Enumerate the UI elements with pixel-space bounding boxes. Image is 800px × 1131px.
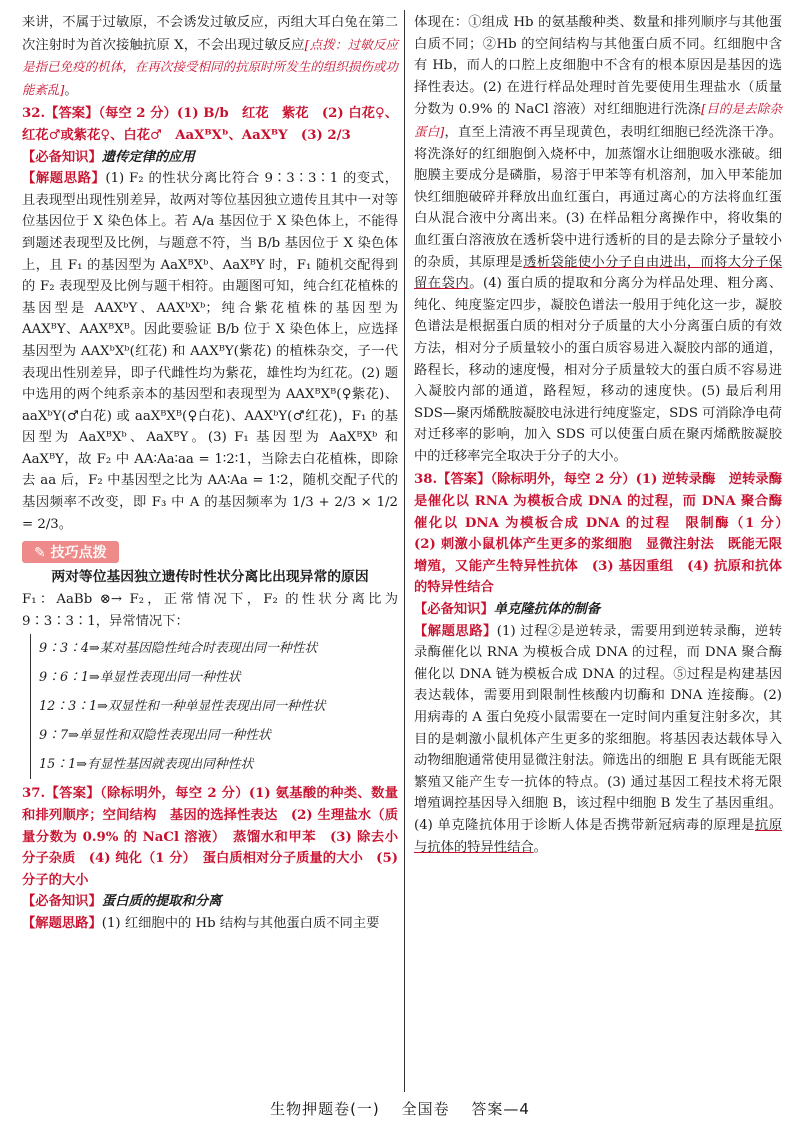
q38-knowledge-text: 单克隆抗体的制备 [493, 602, 601, 618]
q37-answer-text: （除标明外，每空 2 分）(1) 氨基酸的种类、数量和排列顺序；空间结构 基因的选择性表达 (2) 生理盐水（质量分数为 0.9% 的 NaCl 溶液） 蒸馏水和甲苯 (3) 除去小分子杂质 (4) 纯化（1 分） 蛋白质相对分子质量的大小 (5) 分子的大小 [22, 786, 398, 888]
q37-idea-label: 【解题思路】 [22, 916, 102, 931]
q38-idea-end: 。 [533, 839, 547, 855]
intro-note: [点拨：过敏反应是指已免疫的机体，在再次接受相同的抗原时所发生的组织损伤或功能紊乱] [22, 36, 398, 97]
q37-idea-underline: 透析袋能使小分子自由进出，而将大分子保留在袋内 [414, 254, 783, 292]
page-footer [0, 1098, 800, 1119]
tips-icon: ✎ [34, 545, 51, 562]
q38-idea [414, 621, 782, 859]
q37-idea-text: (1) 红细胞中的 Hb 结构与其他蛋白质不同主要 [101, 916, 380, 931]
q37-idea-continued [414, 12, 782, 467]
q32-answer-label: 32.【答案】 [22, 106, 99, 122]
q37-idea-part1: 体现在：①组成 Hb 的氨基酸种类、数量和排列顺序与其他蛋白质不同；②Hb 的空间结构与其他蛋白质不同。红细胞中含有 Hb，而人的口腔上皮细胞中不含有的根本原因是基因的选择性表达。(2) 在进行样品处理时首先要使用生理盐水（质量分数为 0.9% 的 NaCl 溶液）对红细胞进行洗涤 [414, 15, 782, 118]
q37-knowledge-label: 【必备知识】 [22, 894, 102, 910]
q38-knowledge [414, 599, 782, 621]
q37-knowledge-text: 蛋白质的提取和分离 [101, 894, 222, 910]
tips-intro: F₁：AaBb ⊗→ F₂，正常情况下，F₂ 的性状分离比为 9∶3∶3∶1，异常情况下： [22, 592, 398, 629]
tips-item: 9∶7⇒单显性和双隐性表现出同一种性状 [39, 728, 271, 744]
tips-box [22, 535, 398, 779]
left-column [22, 12, 398, 935]
q37-idea-part2: ，直至上清液不再呈现黄色，表明红细胞已经洗涤干净。将洗涤好的红细胞倒入烧杯中，加蒸馏水让细胞吸水涨破。细胞膜主要成分是磷脂，易溶于甲苯等有机溶剂，加入甲苯能加快红细胞破碎并释放出血红蛋白，再通过离心的方法将血红蛋白从混合液中分离出来。(3) 在样品粗分离操作中，将收集的血红蛋白溶液放在透析袋中进行透析的目的是去除分子量较小的杂质，其原理是 [414, 124, 782, 270]
q32-idea-label: 【解题思路】 [22, 171, 106, 187]
tips-item: 9∶3∶4⇒某对基因隐性纯合时表现出同一种性状 [39, 641, 318, 657]
column-divider [404, 10, 405, 1092]
tips-item: 15∶1⇒有显性基因就表现出同种性状 [39, 757, 254, 773]
footer-book: 生物押题卷(一) [270, 1100, 380, 1118]
q32-knowledge-label: 【必备知识】 [22, 149, 102, 165]
q38-answer [414, 469, 796, 599]
q37-knowledge [22, 891, 398, 913]
tips-item: 9∶6∶1⇒单显性表现出同一种性状 [39, 670, 241, 686]
q38-idea-underline: 抗原与抗体的特异性结合 [414, 817, 783, 855]
right-column [414, 12, 796, 858]
q37-idea-part3: 。(4) 蛋白质的提取和分离分为样品处理、粗分离、纯化、纯度鉴定四步，凝胶色谱法一般用于纯化这一步，凝胶色谱法是根据蛋白质的相对分子质量的大小分离蛋白质的有效方法，相对分子质量较小的蛋白质容易进入凝胶内部的通道，路程长，移动的速度慢，相对分子质量较大的蛋白质不容易进入凝胶内部的通道，路程短，移动的速度快。(5) 最后利用 SDS—聚丙烯酰胺凝胶电泳进行纯度鉴定，SDS 可消除净电荷对迁移率的影响，加入 SDS 可以使蛋白质在聚丙烯酰胺凝胶中的迁移率完全取决于分子的大小。 [414, 276, 783, 464]
q38-knowledge-label: 【必备知识】 [414, 602, 494, 618]
q32-knowledge [22, 147, 398, 169]
q38-answer-label: 38.【答案】 [414, 472, 491, 488]
q32-idea [22, 168, 398, 535]
tips-title: 技巧点拨 [50, 545, 107, 562]
q37-answer [22, 783, 398, 891]
q32-knowledge-text: 遗传定律的应用 [101, 149, 195, 165]
intro-text: 来讲，不属于过敏原，不会诱发过敏反应，丙组大耳白兔在第二次注射时为首次接触抗原 X，不会出现过敏反应 [22, 15, 398, 53]
tips-item: 12∶3∶1⇒双显性和一种单显性表现出同一种性状 [39, 699, 326, 715]
footer-page: 答案—4 [471, 1100, 530, 1118]
q37-idea [22, 913, 398, 935]
q38-idea-label: 【解题思路】 [414, 623, 497, 639]
q32-idea-text: (1) F₂ 的性状分离比符合 9∶3∶3∶1 的变式，且表现型出现性别差异，故两对等位基因独立遗传且其中一对等位基因位于 X 染色体上。若 A/a 基因位于 X 染色体上，不能得到题述表现型及比例，与题意不符，当 B/b 基因位于 X 染色体上，且 F₁ 的基因型为 AaXᴮXᵇ、AaXᴮY 时，F₁ 随机交配得到的 F₂ 表现型及比例与题干相符。由题图可知，纯合红花植株的基因型是 AAXᵇY、AAXᵇXᵇ；纯合紫花植株的基因型为 AAXᴮY、AAXᴮXᴮ。因此要验证 B/b 位于 X 染色体上，应选择基因型为 AAXᵇXᵇ(红花) 和 AAXᴮY(紫花) 的植株杂交，子一代表现出性别差异，即子代雌性均为紫花，雄性均为红花。(2) 题中选用的两个纯系亲本的基因型和表现型为 AAXᴮXᴮ(♀紫花)、aaXᵇY(♂白花) 或 aaXᴮXᴮ(♀白花)、AAXᵇY(♂红花)，F₁ 的基因型为 AaXᴮXᵇ、AaXᴮY。(3) F₁ 基因型为 AaXᴮXᵇ 和 AaXᴮY，故 F₂ 中 AA∶Aa∶aa = 1∶2∶1，当除去白花植株，即除去 aa 后，F₂ 中基因型之比为 AA∶Aa = 1∶2，随机交配子代的基因频率不改变，即 F₃ 中 A 的基因频率为 1/3 + 2/3 × 1/2 = 2/3。 [22, 171, 398, 532]
q37-idea-note: [目的是去除杂蛋白] [414, 101, 782, 139]
q37-answer-label: 37.【答案】 [22, 786, 100, 802]
footer-scope: 全国卷 [401, 1100, 450, 1118]
q32-answer-text: （每空 2 分）(1) B/b 红花 紫花 (2) 白花♀、红花♂或紫花♀、白花♂ AaXᴮXᵇ、AaXᴮY (3) 2/3 [22, 106, 398, 143]
tips-heading: 两对等位基因独立遗传时性状分离比出现异常的原因 [51, 569, 369, 586]
q38-answer-text: （除标明外，每空 2 分）(1) 逆转录酶 逆转录酶是催化以 RNA 为模板合成 DNA 的过程，而 DNA 聚合酶催化以 DNA 为模板合成 DNA 的过程 限制酶（1 分） (2) 刺激小鼠机体产生更多的浆细胞 显微注射法 既能无限增殖，又能产生特异性抗体 (3) 基因重组 (4) 抗原和抗体的特异性结合 [414, 472, 796, 596]
intro-end: 。 [64, 82, 78, 98]
q38-idea-text: (1) 过程②是逆转录，需要用到逆转录酶，逆转录酶催化以 RNA 为模板合成 DNA 的过程，而 DNA 聚合酶催化以 DNA 链为模板合成 DNA 的过程。⑤过程是构建基因表达载体，需要用到限制性核酸内切酶和 DNA 连接酶。(2) 用病毒的 A 蛋白免疫小鼠需要在一定时间内重复注射多次，其目的是刺激小鼠机体产生更多的浆细胞。将基因表达载体导入动物细胞通常使用显微注射法。筛选出的细胞 E 具有既能无限繁殖又能产生专一抗体的特点。(3) 通过基因工程技术将无限增殖调控基因导入细胞 B，该过程中细胞 B 发生了基因重组。(4) 单克隆抗体用于诊断人体是否携带新冠病毒的原理是 [414, 623, 783, 833]
tips-list [30, 634, 398, 779]
q32-answer [22, 103, 398, 146]
tips-badge [22, 541, 119, 563]
intro-paragraph [22, 12, 398, 101]
